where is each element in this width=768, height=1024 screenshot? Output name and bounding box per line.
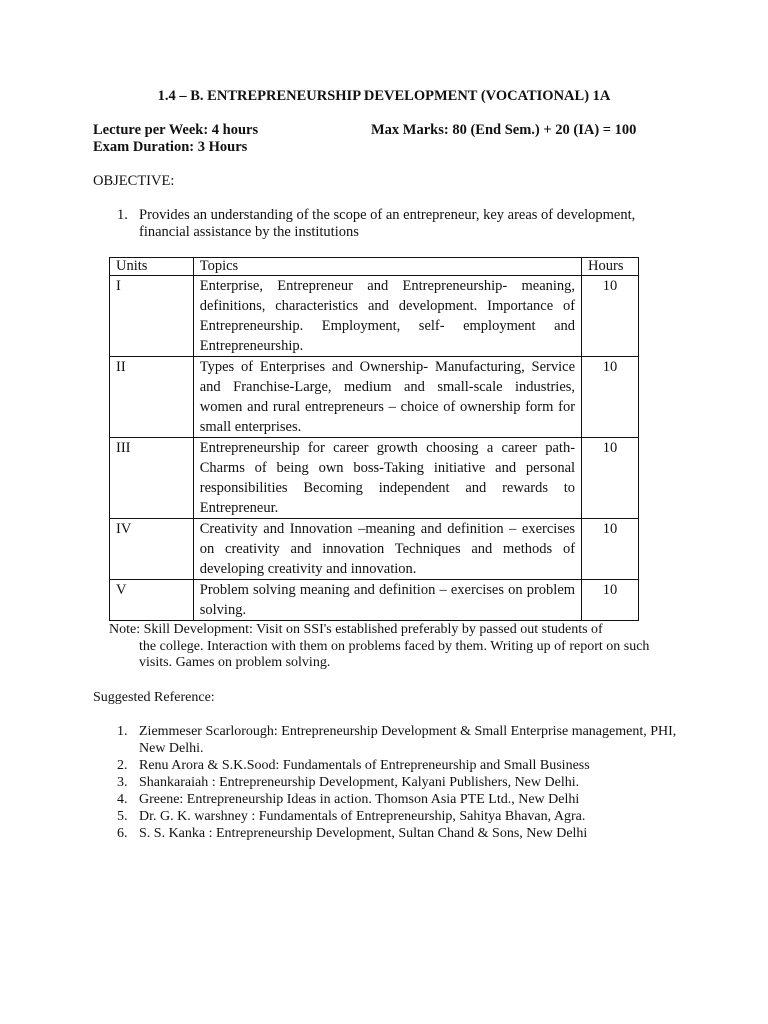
topic-cell: Creativity and Innovation –meaning and definition – exercises on creativity and innovation Techniques and methods of developing creativity and innovation. [193,519,581,580]
header-units: Units [110,258,194,276]
topic-cell: Problem solving meaning and definition – exercises on problem solving. [193,580,581,621]
reference-list [117,723,677,842]
table-row [110,276,639,357]
reference-number: 1. [117,724,128,739]
course-meta-left [93,122,258,156]
reference-number: 4. [117,792,128,807]
list-item [117,757,677,774]
unit-cell: V [110,580,194,621]
hours-cell: 10 [582,580,639,621]
reference-text: Ziemmeser Scarlorough: Entrepreneurship Development & Small Enterprise management, PHI, New Delhi. [139,724,677,756]
objective-item [117,207,637,241]
unit-cell: II [110,357,194,438]
table-row [110,580,639,621]
list-item [117,825,677,842]
hours-cell: 10 [582,519,639,580]
list-item [117,791,677,808]
hours-cell: 10 [582,357,639,438]
reference-number: 2. [117,758,128,773]
note-first-line: Note: Skill Development: Visit on SSI's established preferably by passed out students of [109,622,603,637]
reference-number: 6. [117,826,128,841]
skill-development-note [109,622,674,672]
reference-text: S. S. Kanka : Entrepreneurship Development, Sultan Chand & Sons, New Delhi [139,826,588,841]
table-row [110,519,639,580]
unit-cell: I [110,276,194,357]
note-continuation: the college. Interaction with them on problems faced by them. Writing up of report on such visits. Games on problem solving. [139,638,650,670]
list-item [117,723,677,757]
reference-text: Greene: Entrepreneurship Ideas in action. Thomson Asia PTE Ltd., New Delhi [139,792,580,807]
reference-number: 5. [117,809,128,824]
objective-item-text: Provides an understanding of the scope of an entrepreneur, key areas of development, financial assistance by the institutions [139,207,636,240]
topic-cell: Enterprise, Entrepreneur and Entrepreneurship- meaning, definitions, characteristics and development. Importance of Entrepreneurship. Employment, self- employment and Entrepreneurship. [193,276,581,357]
unit-cell: III [110,438,194,519]
reference-text: Renu Arora & S.K.Sood: Fundamentals of Entrepreneurship and Small Business [139,758,590,773]
header-topics: Topics [193,258,581,276]
table-row [110,357,639,438]
topic-cell: Entrepreneurship for career growth choosing a career path- Charms of being own boss-Taking initiative and personal responsibilities Becoming independent and rewards to Entrepreneur. [193,438,581,519]
unit-cell: IV [110,519,194,580]
reference-heading: Suggested Reference: [93,690,215,705]
lecture-per-week: Lecture per Week: 4 hours [93,122,259,138]
list-item [117,808,677,825]
objective-heading: OBJECTIVE: [93,173,175,189]
objective-item-number: 1. [117,207,128,223]
topic-cell: Types of Enterprises and Ownership- Manufacturing, Service and Franchise-Large, medium and small-scale industries, women and rural entrepreneurs – choice of ownership form for small enterprises. [193,357,581,438]
reference-text: Dr. G. K. warshney : Fundamentals of Entrepreneurship, Sahitya Bhavan, Agra. [139,809,586,824]
page-title: 1.4 – B. ENTREPRENEURSHIP DEVELOPMENT (VOCATIONAL) 1A [157,88,611,104]
max-marks: Max Marks: 80 (End Sem.) + 20 (IA) = 100 [371,122,637,138]
list-item [117,774,677,791]
reference-text: Shankaraiah : Entrepreneurship Development, Kalyani Publishers, New Delhi. [139,775,580,790]
header-hours: Hours [582,258,639,276]
syllabus-table [109,257,639,621]
hours-cell: 10 [582,438,639,519]
reference-number: 3. [117,775,128,790]
table-row [110,438,639,519]
hours-cell: 10 [582,276,639,357]
exam-duration: Exam Duration: 3 Hours [93,139,248,155]
table-header-row [110,258,639,276]
